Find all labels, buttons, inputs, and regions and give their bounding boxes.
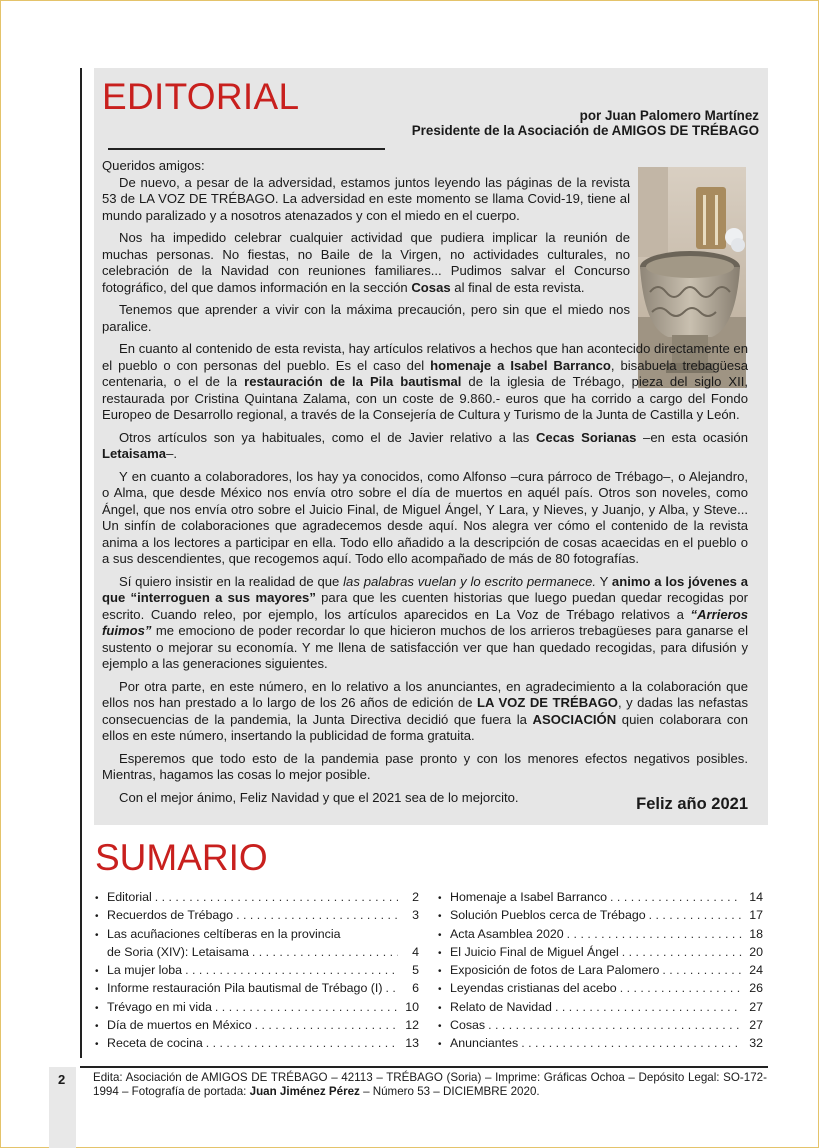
paragraph-7: Sí quiero insistir en la realidad de que las palabras vuelan y lo escrito permanece. Y animo a los jóvenes a que “interroguen a sus mayores” para que les cuenten historias que luego puedan quedar recogidas por escrito. Cuando releo, por ejemplo, los artículos aparecidos en La Voz de Trébago relativos a “Arrieros fuimos” me emociono de poder recordar lo que hicieron muchos de los arrieros trebagüeses para ganarse el sustento o mejorar su economía. Y me llena de satisfacción ver que han quedado recogidas, para difusión y ejemplo a las generaciones siguientes. [102,573,748,671]
editorial-title: EDITORIAL [102,76,300,117]
paragraph-9: Esperemos que todo esto de la pandemia pase pronto y con los menores efectos negativos posibles. Mientras, hagamos las cosas lo mejor posible. [102,750,748,782]
paragraph-2: Nos ha impedido celebrar cualquier actividad que pudiera implicar la reunión de muchas personas. No fiestas, no Baile de la Virgen, no actividades culturales, no celebración de la Navidad con reuniones familiares... Pudimos salvar el Concurso fotográfico, del que damos información en la sección Cosas al final de esta revista. [102,230,630,295]
toc-item[interactable]: • Homenaje a Isabel Barranco . . . 14 [438,888,763,906]
byline-role: Presidente de la Asociación de AMIGOS DE TRÉBAGO [411,123,759,138]
toc-item[interactable]: • Día de muertos en México . . . 12 [95,1016,419,1034]
byline [412,108,759,138]
toc-item[interactable]: • Trévago en mi vida . . . 10 [95,998,419,1016]
paragraph-3: Tenemos que aprender a vivir con la máxima precaución, pero sin que el miedo nos paralice. [102,302,630,334]
title-underline [108,148,385,150]
toc-item[interactable]: • Editorial . . . 2 [95,888,419,906]
page-number: 2 [58,1072,66,1087]
toc-item[interactable]: • Exposición de fotos de Lara Palomero . . . 24 [438,961,763,979]
toc-item[interactable]: • Cosas . . . 27 [438,1016,763,1034]
toc-item-continuation[interactable]: de Soria (XIV): Letaisama . . . 4 [95,943,419,961]
toc-item[interactable]: • Recuerdos de Trébago . . . 3 [95,906,419,924]
footer-rule [80,1066,768,1068]
colophon: Edita: Asociación de AMIGOS DE TRÉBAGO – 42113 – TRÉBAGO (Soria) – Imprime: Gráficas Ochoa – Depósito Legal: SO-172-1994 – Fotografía de portada: Juan Jiménez Pérez – Número 53 – DICIEMBRE 2020. [93,1071,767,1098]
paragraph-5: Otros artículos son ya habituales, como el de Javier relativo a las Cecas Sorianas –en esta ocasión Letaisama–. [102,429,748,461]
toc-item[interactable]: • Solución Pueblos cerca de Trébago . . . 17 [438,906,763,924]
toc-right-column [438,888,763,1053]
paragraph-10: Con el mejor ánimo, Feliz Navidad y que el 2021 sea de lo mejorcito. [119,789,519,805]
toc-item[interactable]: • Acta Asamblea 2020 . . . 18 [438,925,763,943]
paragraph-1: De nuevo, a pesar de la adversidad, estamos juntos leyendo las páginas de la revista 53 de LA VOZ DE TRÉBAGO. La adversidad en este momento se llama Covid-19, tiene al mundo paralizado y a nosotros atenazados y con el miedo en el cuerpo. [102,174,630,223]
closing-greeting: Feliz año 2021 [636,795,748,813]
editorial-section [94,68,768,825]
toc-item[interactable]: • Leyendas cristianas del acebo . . . 26 [438,979,763,997]
paragraph-4: En cuanto al contenido de esta revista, hay artículos relativos a hechos que han acontecido directamente en el pueblo o con personas del pueblo. Es el caso del homenaje a Isabel Barranco, bisabuela trebagüesa centenaria, o el de la restauración de la Pila bautismal de la iglesia de Trébago, pieza del siglo XII, restaurada por Cristina Quintana Zalama, con un coste de 9.860.- euros que ha corrido a cargo del Fondo Europeo de Desarrollo regional, a través de la Consejería de Cultura y Turismo de la Junta de Castilla y León. [102,341,749,422]
toc-left-column [95,888,419,1053]
left-margin-rule [80,68,82,1058]
sumario-title: SUMARIO [95,837,268,878]
toc-item[interactable]: • Relato de Navidad . . . 27 [438,998,763,1016]
toc-item[interactable]: • Las acuñaciones celtíberas en la provincia [95,926,341,941]
toc-item[interactable]: • El Juicio Final de Miguel Ángel . . . 20 [438,943,763,961]
paragraph-8: Por otra parte, en este número, en lo relativo a los anunciantes, en agradecimiento a la colaboración que ellos nos han prestado a lo largo de los 26 años de edición de LA VOZ DE TRÉBAGO, y dadas las nefastas consecuencias de la pandemia, la Junta Directiva decidió que fuera la ASOCIACIÓN quien colaborara con ellos en este número, insertando la publicidad de forma gratuita. [102,678,748,743]
toc-item[interactable]: • Receta de cocina . . . 13 [95,1034,419,1052]
greeting: Queridos amigos: [102,158,205,173]
byline-author: por Juan Palomero Martínez [579,108,759,123]
toc-item[interactable]: • Informe restauración Pila bautismal de Trébago (I) . . . 6 [95,979,419,997]
toc-item[interactable]: • La mujer loba . . . 5 [95,961,419,979]
paragraph-6: Y en cuanto a colaboradores, los hay ya conocidos, como Alfonso –cura párroco de Trébago–, o Alejandro, o Alma, que desde México nos envía otro sobre el día de muertos en aquél país. Otros son noveles, como Ángel, que nos envía otro sobre el Juicio Final, de Miguel Ángel, Y Lara, y Nieves, y Juanjo, y Alba, y Steve... Un sinfín de colaboraciones que agradecemos desde aquí. Nos alegra ver cómo el contenido de la revista anima a los lectores a participar en ella. Todo ello añadido a la descripción de cosas acaecidas en el pueblo o a sus descendientes, que recogemos aquí. Todo ello acompañado de más de 80 fotografías. [102,468,748,566]
editorial-body [102,158,748,812]
toc-item[interactable]: • Anunciantes . . . 32 [438,1034,763,1052]
